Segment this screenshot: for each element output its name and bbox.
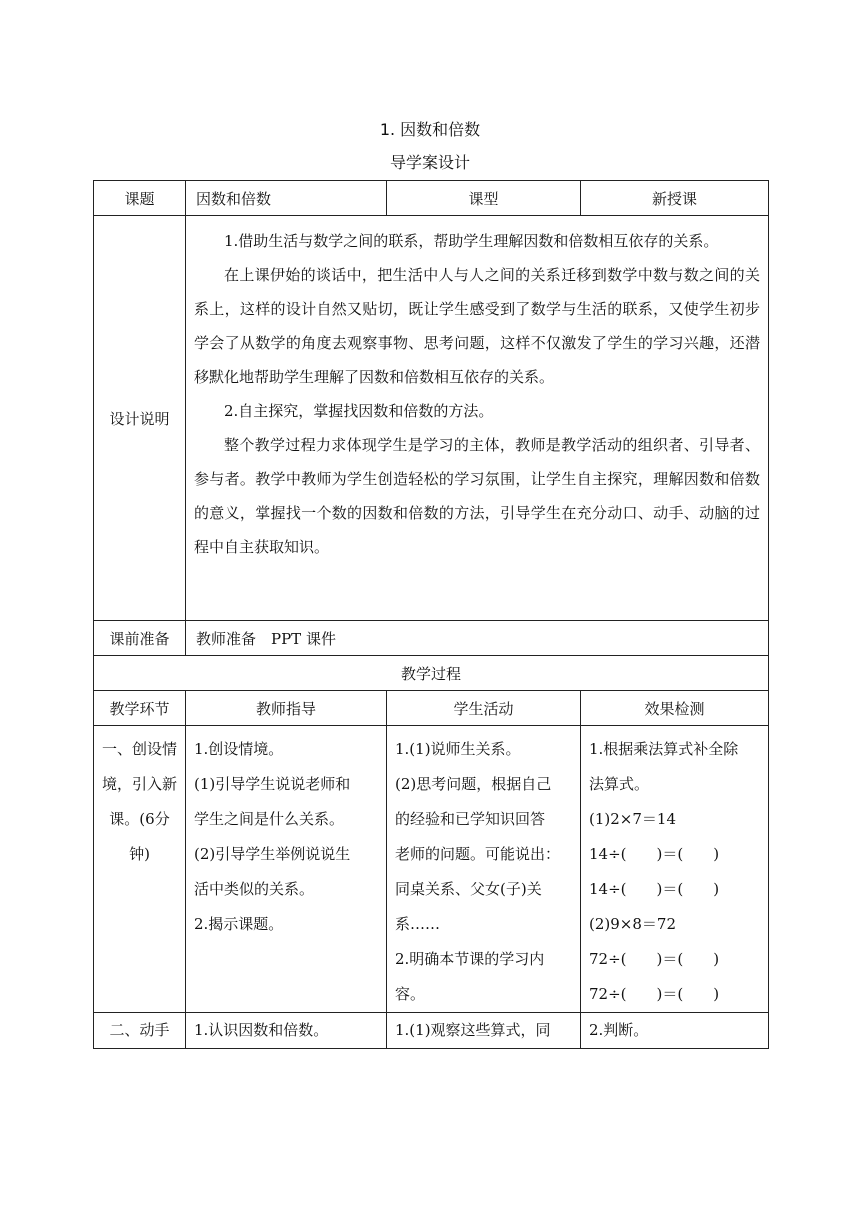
teacher-line: 1.创设情境。 [194,740,284,758]
design-paragraph: 在上课伊始的谈话中，把生活中人与人之间的关系迁移到数学中数与数之间的关系上，这样的设计自然又贴切，既让学生感受到了数学与生活的联系，又使学生初步学会了从数学的角度去观察事物、思考问题，这样不仅激发了学生的学习兴趣，还潜移默化地帮助学生理解了因数和倍数相互依存的关系。 [194,266,760,386]
student-cell [387,726,581,1013]
check-line: 14÷( )＝( ) [589,845,720,863]
teacher-line: 活中类似的关系。 [194,880,315,898]
topic-label: 课题 [94,181,186,216]
stage-cell: 二、动手 [94,1013,186,1049]
process-title-row [94,656,769,691]
prep-row [94,621,769,656]
topic-value: 因数和倍数 [186,181,387,216]
design-paragraph: 2.自主探究，掌握找因数和倍数的方法。 [224,402,494,420]
table-row [94,726,769,1013]
teacher-line: (1)引导学生说说老师和 [194,775,351,793]
student-line: 2.明确本节课的学习内 [395,950,545,968]
teacher-line: 2.揭示课题。 [194,915,284,933]
student-line: 容。 [395,985,426,1003]
header-stage: 教学环节 [94,691,186,726]
check-cell [581,726,769,1013]
header-student: 学生活动 [387,691,581,726]
type-value: 新授课 [581,181,769,216]
header-teacher: 教师指导 [186,691,387,726]
table-row [94,1013,769,1049]
page-title: 1. 因数和倍数 [379,120,481,139]
check-line: 14÷( )＝( ) [589,880,720,898]
stage-cell: 一、创设情境，引入新课。(6分钟) [94,726,186,1013]
prep-value: 教师准备 PPT 课件 [186,621,769,656]
student-line: 老师的问题。可能说出： [395,845,561,863]
student-line: 1.(1)观察这些算式，同 [395,1021,551,1039]
design-paragraph: 1.借助生活与数学之间的联系，帮助学生理解因数和倍数相互依存的关系。 [224,232,719,250]
process-header-row [94,691,769,726]
teacher-line: 学生之间是什么关系。 [194,810,345,828]
check-line: 72÷( )＝( ) [589,985,720,1003]
check-line: (2)9×8＝72 [589,915,676,933]
design-paragraph: 整个教学过程力求体现学生是学习的主体，教师是教学活动的组织者、引导者、参与者。教学中教师为学生创造轻松的学习氛围，让学生自主探究，理解因数和倍数的意义，掌握找一个数的因数和倍数的方法，引导学生在充分动口、动手、动脑的过程中自主获取知识。 [194,436,760,556]
topic-row [94,181,769,216]
check-line: 1.根据乘法算式补全除 [589,740,739,758]
check-line: 2.判断。 [589,1021,649,1039]
design-content [186,216,769,621]
teacher-line: (2)引导学生举例说说生 [194,845,351,863]
design-label: 设计说明 [94,216,186,621]
check-line: 72÷( )＝( ) [589,950,720,968]
check-line: 法算式。 [589,775,650,793]
process-title: 教学过程 [94,656,769,691]
check-cell [581,1013,769,1049]
student-line: 同桌关系、父女(子)关 [395,880,542,898]
student-cell [387,1013,581,1049]
teacher-line: 1.认识因数和倍数。 [194,1021,329,1039]
page-subtitle: 导学案设计 [389,153,470,172]
teacher-cell [186,1013,387,1049]
student-line: (2)思考问题，根据自己 [395,775,552,793]
student-line: 系…… [395,915,441,933]
student-line: 的经验和已学知识回答 [395,810,546,828]
check-line: (1)2×7＝14 [589,810,676,828]
prep-label: 课前准备 [94,621,186,656]
teacher-cell [186,726,387,1013]
lesson-plan-table [93,180,769,1049]
type-label: 课型 [387,181,581,216]
student-line: 1.(1)说师生关系。 [395,740,521,758]
header-check: 效果检测 [581,691,769,726]
design-row [94,216,769,621]
